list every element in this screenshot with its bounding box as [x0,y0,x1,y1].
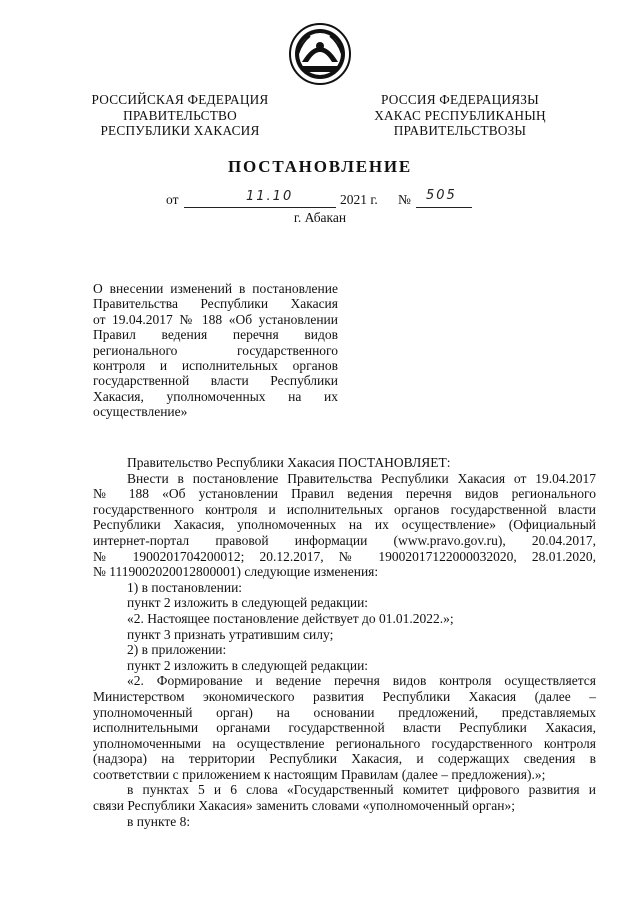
date-from-label: от [166,192,179,207]
document-title: ПОСТАНОВЛЕНИЕ [227,157,413,176]
subject-line: Правил ведения перечня видов [93,327,338,343]
subject-line: от 19.04.2017 № 188 «Об установлении [93,311,338,327]
header-left-line: РОССИЙСКАЯ ФЕДЕРАЦИЯ [91,92,269,107]
body-line: интернет-портал правовой информации (www.pravo.gov.ru), 20.04.2017, [93,532,596,548]
coat-of-arms-emblem [288,22,352,86]
body-line: (надзора) на территории Республики Хакасия, и содержащих сведения в [93,751,596,767]
body-line: «2. Настоящее постановление действует до 01.01.2022.»; [127,610,454,626]
header-right-line: ХАКАС РЕСПУБЛИКАНЫҢ [374,107,546,123]
header-russian-block [80,92,280,139]
date-year: 2021 г. [340,192,378,207]
body-line: Внести в постановление Правительства Республики Хакасия от 19.04.2017 [127,470,596,486]
handwritten-number: 505 [426,188,457,203]
body-line: № 188 «Об установлении Правил ведения перечня видов регионального [93,486,596,502]
body-line: пункт 2 изложить в следующей редакции: [127,657,369,673]
body-line: «2. Формирование и ведение перечня видов контроля осуществляется [127,673,596,689]
subject-line: государственной власти Республики [93,373,338,389]
body-line: Правительство Республики Хакасия ПОСТАНОВЛЯЕТ: [127,455,451,470]
body-line: уполномоченными на осуществление регионального государственного контроля [93,735,596,751]
body-line: Министерством экономического развития Республики Хакасия (далее – [93,688,596,704]
body-line: 1) в постановлении: [127,579,243,595]
body-line: № 1900201704200012; 20.12.2017, № 19002017122000032020, 28.01.2020, [93,548,596,564]
body-line: уполномоченный орган) на основании предложений, представляемых [93,704,596,720]
body-line: соответствии с приложением к настоящим Правилам (далее – предложения).»; [93,766,546,782]
header-right-line: РОССИЯ ФЕДЕРАЦИЯЗЫ [381,92,539,107]
subject-line: осуществление» [93,404,188,420]
subject-block [93,281,338,420]
subject-line: контроля и исполнительных органов [93,358,338,374]
body-line: пункт 2 изложить в следующей редакции: [127,595,369,611]
subject-line: Правительства Республики Хакасия [93,296,338,312]
body-line: связи Республики Хакасия» заменить словами «уполномоченный орган»; [93,798,515,814]
body-line: Республики Хакасия, уполномоченных на их осуществление» (Официальный [93,517,596,533]
handwritten-date: 11.10 [246,189,294,204]
header-khakas-block [360,92,560,139]
number-sign: № [398,192,411,207]
body-text [93,455,596,829]
subject-line: Хакасия, уполномоченных на их [93,388,338,404]
subject-line: регионального государственного [93,342,338,358]
body-line: исполнительными органами государственной власти Республики Хакасия, [93,720,596,736]
body-line: пункт 3 признать утратившим силу; [127,626,334,642]
city-line: г. Абакан [293,210,347,225]
header-right-line: ПРАВИТЕЛЬСТВОЗЫ [393,123,527,138]
body-line: в пунктах 5 и 6 слова «Государственный комитет цифрового развития и [127,782,596,798]
body-line: № 1119002020012800001) следующие изменения: [93,564,379,580]
body-line: государственного контроля и исполнительных органов государственной власти [93,501,596,517]
subject-line: О внесении изменений в постановление [93,281,338,296]
body-line: 2) в приложении: [127,642,227,658]
header-left-line: РЕСПУБЛИКИ ХАКАСИЯ [100,123,260,138]
body-line: в пункте 8: [127,813,191,829]
header-left-line: ПРАВИТЕЛЬСТВО [123,107,237,123]
